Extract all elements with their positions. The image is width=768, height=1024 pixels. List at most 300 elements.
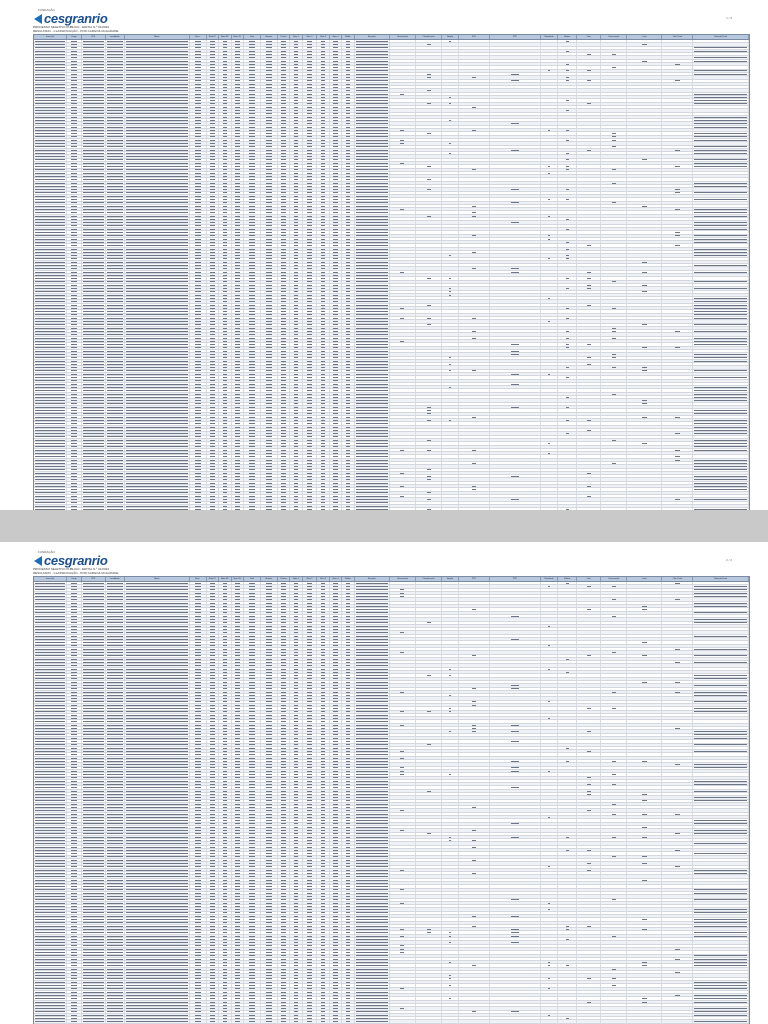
column-header: Acertos: [261, 35, 278, 39]
table-cell: [577, 175, 601, 177]
table-cell: [601, 162, 627, 164]
table-cell: [278, 175, 290, 177]
table-cell: [390, 103, 416, 105]
table-cell: [290, 83, 302, 85]
table-cell: [317, 169, 329, 171]
table-cell: [693, 169, 749, 171]
table-cell: [67, 159, 82, 161]
table-cell: [693, 136, 749, 138]
table-cell: [190, 146, 207, 148]
table-cell: [355, 43, 390, 45]
table-cell: [244, 89, 261, 91]
table-cell: [232, 103, 244, 105]
table-cell: [219, 142, 231, 144]
table-cell: [82, 119, 106, 121]
table-cell: [244, 116, 261, 118]
table-cell: [207, 93, 219, 95]
table-cell: [125, 146, 190, 148]
table-cell: [558, 76, 577, 78]
document-subtitle: RESULTADO - CLASSIFICAÇÃO - POR CARGO/LOCALIDADE: [33, 29, 118, 33]
table-cell: [34, 159, 67, 161]
column-header: Nota 2: [303, 35, 318, 39]
table-cell: [290, 89, 302, 91]
table-cell: [261, 103, 278, 105]
table-cell: [541, 89, 558, 91]
table-cell: [390, 132, 416, 134]
table-cell: [490, 172, 541, 174]
table-cell: [303, 80, 318, 82]
table-cell: [558, 70, 577, 72]
table-cell: [303, 50, 318, 52]
table-cell: [355, 172, 390, 174]
table-cell: [558, 50, 577, 52]
table-cell: [303, 182, 318, 184]
table-cell: [190, 86, 207, 88]
table-cell: [106, 129, 125, 131]
table-cell: [490, 129, 541, 131]
table-cell: [207, 50, 219, 52]
table-cell: [317, 60, 329, 62]
table-cell: [416, 96, 442, 98]
table-cell: [330, 80, 342, 82]
table-cell: [541, 165, 558, 167]
table-cell: [558, 152, 577, 154]
table-cell: [390, 175, 416, 177]
table-cell: [416, 56, 442, 58]
table-cell: [67, 50, 82, 52]
table-cell: [662, 132, 693, 134]
table-cell: [278, 40, 290, 42]
table-cell: [601, 96, 627, 98]
table-cell: [190, 83, 207, 85]
table-cell: [330, 175, 342, 177]
table-cell: [662, 129, 693, 131]
table-cell: [541, 66, 558, 68]
table-cell: [416, 172, 442, 174]
table-cell: [601, 109, 627, 111]
table-cell: [34, 40, 67, 42]
table-cell: [190, 178, 207, 180]
table-cell: [627, 119, 662, 121]
table-cell: [330, 93, 342, 95]
table-cell: [601, 86, 627, 88]
table-cell: [662, 126, 693, 128]
table-cell: [207, 129, 219, 131]
table-cell: [232, 122, 244, 124]
table-cell: [207, 172, 219, 174]
table-cell: [317, 162, 329, 164]
table-cell: [125, 169, 190, 171]
table-cell: [232, 106, 244, 108]
table-cell: [244, 136, 261, 138]
table-cell: [278, 169, 290, 171]
table-cell: [290, 60, 302, 62]
table-cell: [541, 149, 558, 151]
table-cell: [244, 142, 261, 144]
table-cell: [416, 86, 442, 88]
table-cell: [244, 165, 261, 167]
table-cell: [390, 53, 416, 55]
table-cell: [627, 155, 662, 157]
table-cell: [662, 89, 693, 91]
table-cell: [541, 86, 558, 88]
table-cell: [278, 70, 290, 72]
table-cell: [490, 93, 541, 95]
table-cell: [330, 146, 342, 148]
table-cell: [190, 113, 207, 115]
table-cell: [416, 142, 442, 144]
table-cell: [330, 63, 342, 65]
table-cell: [261, 76, 278, 78]
table-cell: [442, 86, 459, 88]
table-cell: [106, 47, 125, 49]
table-cell: [244, 106, 261, 108]
table-cell: [601, 93, 627, 95]
table-cell: [219, 119, 231, 121]
table-cell: [416, 73, 442, 75]
table-cell: [459, 93, 490, 95]
table-cell: [355, 169, 390, 171]
table-cell: [82, 109, 106, 111]
table-cell: [558, 93, 577, 95]
table-cell: [290, 47, 302, 49]
table-cell: [390, 93, 416, 95]
table-cell: [82, 40, 106, 42]
table-cell: [82, 96, 106, 98]
table-cell: [219, 132, 231, 134]
table-cell: [303, 99, 318, 101]
table-cell: [627, 86, 662, 88]
table-cell: [541, 80, 558, 82]
table-cell: [416, 76, 442, 78]
table-cell: [662, 169, 693, 171]
table-cell: [303, 155, 318, 157]
table-cell: [67, 93, 82, 95]
table-cell: [303, 60, 318, 62]
table-cell: [693, 119, 749, 121]
table-cell: [34, 129, 67, 131]
table-cell: [219, 162, 231, 164]
table-cell: [34, 142, 67, 144]
table-cell: [106, 122, 125, 124]
table-cell: [330, 83, 342, 85]
table-cell: [490, 169, 541, 171]
table-cell: [577, 47, 601, 49]
table-cell: [232, 162, 244, 164]
table-cell: [219, 169, 231, 171]
table-cell: [577, 66, 601, 68]
table-cell: [601, 172, 627, 174]
table-cell: [278, 152, 290, 154]
column-header: Nota 1: [290, 35, 302, 39]
table-cell: [190, 175, 207, 177]
table-cell: [261, 73, 278, 75]
table-cell: [34, 73, 67, 75]
table-cell: [442, 136, 459, 138]
table-cell: [261, 50, 278, 52]
table-cell: [330, 119, 342, 121]
column-header: Obs. Final: [662, 35, 693, 39]
table-cell: [261, 56, 278, 58]
table-cell: [125, 178, 190, 180]
table-cell: [577, 129, 601, 131]
table-cell: [693, 175, 749, 177]
table-cell: [125, 93, 190, 95]
table-cell: [303, 152, 318, 154]
table-cell: [416, 155, 442, 157]
table-cell: [244, 70, 261, 72]
table-cell: [244, 96, 261, 98]
table-cell: [125, 99, 190, 101]
table-cell: [577, 142, 601, 144]
table-cell: [244, 175, 261, 177]
table-cell: [207, 178, 219, 180]
table-cell: [82, 53, 106, 55]
table-cell: [577, 132, 601, 134]
table-cell: [416, 139, 442, 141]
table-cell: [330, 159, 342, 161]
table-cell: [278, 136, 290, 138]
table-cell: [558, 136, 577, 138]
table-cell: [693, 116, 749, 118]
table-cell: [490, 119, 541, 121]
table-cell: [442, 159, 459, 161]
table-cell: [693, 146, 749, 148]
table-cell: [261, 109, 278, 111]
table-cell: [125, 60, 190, 62]
table-cell: [125, 149, 190, 151]
table-cell: [303, 172, 318, 174]
table-cell: [290, 129, 302, 131]
table-cell: [290, 126, 302, 128]
table-cell: [693, 103, 749, 105]
column-header: Nome: [125, 35, 190, 39]
table-cell: [342, 93, 354, 95]
table-cell: [601, 149, 627, 151]
table-cell: [303, 146, 318, 148]
table-cell: [459, 109, 490, 111]
table-cell: [558, 43, 577, 45]
table-cell: [34, 63, 67, 65]
table-cell: [278, 66, 290, 68]
table-cell: [82, 83, 106, 85]
table-cell: [125, 155, 190, 157]
table-cell: [490, 80, 541, 82]
table-cell: [317, 86, 329, 88]
table-cell: [693, 76, 749, 78]
table-cell: [219, 172, 231, 174]
table-cell: [330, 103, 342, 105]
table-cell: [232, 129, 244, 131]
table-cell: [416, 93, 442, 95]
table-cell: [693, 50, 749, 52]
table-cell: [290, 122, 302, 124]
table-cell: [601, 80, 627, 82]
table-cell: [490, 47, 541, 49]
table-cell: [541, 169, 558, 171]
table-cell: [303, 129, 318, 131]
table-cell: [34, 76, 67, 78]
table-cell: [355, 182, 390, 184]
table-cell: [125, 182, 190, 184]
table-cell: [416, 136, 442, 138]
table-cell: [490, 53, 541, 55]
table-cell: [627, 132, 662, 134]
table-cell: [278, 139, 290, 141]
table-cell: [355, 70, 390, 72]
table-cell: [219, 106, 231, 108]
table-cell: [601, 73, 627, 75]
table-cell: [106, 99, 125, 101]
logo-subtitle: FUNDAÇÃO: [38, 8, 55, 12]
table-cell: [82, 47, 106, 49]
table-cell: [82, 43, 106, 45]
table-cell: [342, 63, 354, 65]
table-cell: [317, 136, 329, 138]
table-cell: [601, 66, 627, 68]
table-cell: [390, 76, 416, 78]
table-cell: [290, 56, 302, 58]
page-number: 1 / 2: [726, 16, 732, 20]
table-cell: [577, 126, 601, 128]
table-cell: [627, 178, 662, 180]
table-cell: [459, 116, 490, 118]
table-cell: [627, 149, 662, 151]
table-cell: [290, 139, 302, 141]
table-cell: [82, 129, 106, 131]
table-cell: [207, 89, 219, 91]
table-cell: [442, 175, 459, 177]
table-cell: [261, 132, 278, 134]
table-cell: [317, 50, 329, 52]
table-cell: [490, 178, 541, 180]
table-cell: [278, 43, 290, 45]
column-header: Lista: [627, 35, 662, 39]
table-cell: [190, 106, 207, 108]
table-cell: [693, 99, 749, 101]
table-cell: [601, 43, 627, 45]
table-cell: [244, 169, 261, 171]
table-cell: [558, 169, 577, 171]
table-cell: [601, 169, 627, 171]
table-cell: [244, 93, 261, 95]
table-cell: [106, 103, 125, 105]
table-cell: [232, 99, 244, 101]
table-cell: [662, 162, 693, 164]
table-cell: [303, 83, 318, 85]
table-cell: [244, 129, 261, 131]
table-cell: [278, 60, 290, 62]
table-cell: [577, 50, 601, 52]
table-cell: [278, 80, 290, 82]
table-cell: [244, 63, 261, 65]
table-cell: [541, 47, 558, 49]
table-cell: [416, 169, 442, 171]
table-cell: [278, 106, 290, 108]
table-cell: [125, 53, 190, 55]
table-cell: [558, 146, 577, 148]
table-cell: [219, 80, 231, 82]
table-cell: [490, 182, 541, 184]
table-cell: [219, 63, 231, 65]
table-cell: [232, 70, 244, 72]
table-cell: [416, 53, 442, 55]
table-cell: [416, 43, 442, 45]
table-cell: [303, 149, 318, 151]
table-cell: [261, 60, 278, 62]
table-cell: [207, 155, 219, 157]
table-cell: [627, 152, 662, 154]
table-cell: [390, 60, 416, 62]
table-cell: [261, 89, 278, 91]
table-cell: [34, 149, 67, 151]
table-cell: [67, 113, 82, 115]
table-cell: [662, 175, 693, 177]
table-cell: [390, 56, 416, 58]
table-cell: [459, 47, 490, 49]
table-cell: [207, 152, 219, 154]
table-cell: [278, 83, 290, 85]
table-cell: [390, 182, 416, 184]
table-cell: [330, 149, 342, 151]
table-cell: [416, 146, 442, 148]
table-cell: [342, 76, 354, 78]
table-cell: [261, 146, 278, 148]
table-cell: [34, 136, 67, 138]
table-cell: [219, 56, 231, 58]
table-cell: [558, 56, 577, 58]
table-cell: [342, 146, 354, 148]
table-cell: [207, 113, 219, 115]
table-cell: [261, 66, 278, 68]
table-cell: [459, 76, 490, 78]
table-cell: [342, 162, 354, 164]
table-cell: [82, 93, 106, 95]
table-cell: [261, 122, 278, 124]
table-cell: [219, 47, 231, 49]
table-cell: [342, 83, 354, 85]
table-cell: [106, 132, 125, 134]
table-cell: [219, 182, 231, 184]
table-cell: [416, 60, 442, 62]
table-cell: [330, 106, 342, 108]
table-cell: [558, 83, 577, 85]
table-cell: [490, 139, 541, 141]
table-cell: [693, 96, 749, 98]
table-cell: [34, 116, 67, 118]
table-cell: [442, 155, 459, 157]
column-header: Nota CE: [232, 35, 244, 39]
table-cell: [290, 165, 302, 167]
table-cell: [106, 149, 125, 151]
table-cell: [541, 109, 558, 111]
table-cell: [330, 96, 342, 98]
table-cell: [662, 99, 693, 101]
table-cell: [342, 113, 354, 115]
table-cell: [342, 175, 354, 177]
column-header: CPF: [82, 35, 106, 39]
table-cell: [290, 159, 302, 161]
table-cell: [190, 152, 207, 154]
table-cell: [601, 129, 627, 131]
table-cell: [541, 40, 558, 42]
table-cell: [278, 96, 290, 98]
table-cell: [317, 96, 329, 98]
table-cell: [577, 122, 601, 124]
table-cell: [541, 106, 558, 108]
table-cell: [601, 139, 627, 141]
table-cell: [627, 165, 662, 167]
